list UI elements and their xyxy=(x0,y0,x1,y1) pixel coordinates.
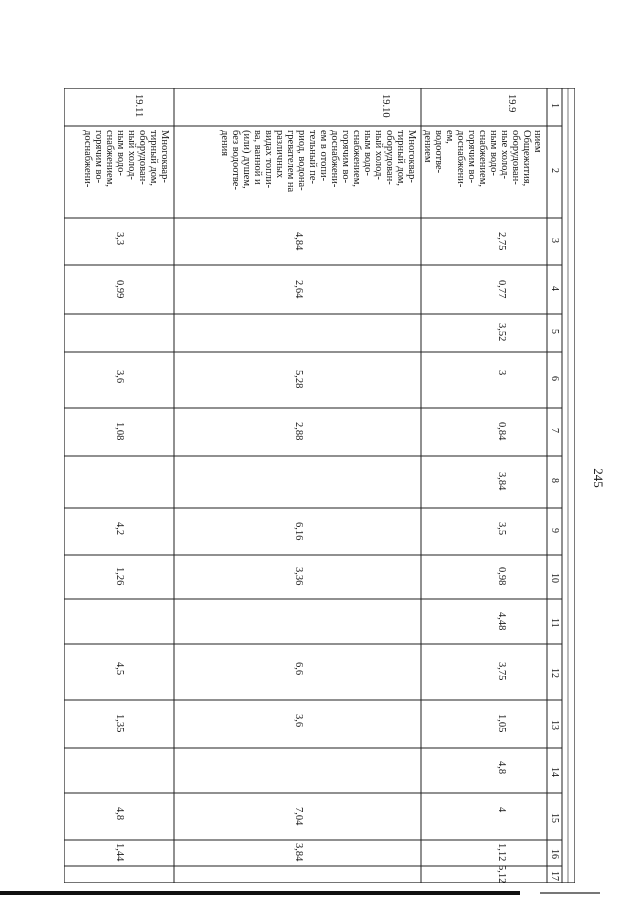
cell-value: 3,36 xyxy=(292,567,304,586)
column-header: 7 xyxy=(549,428,560,433)
cell-value: 1,05 xyxy=(496,714,507,733)
cell-value: 3,5 xyxy=(496,521,507,535)
row-description: Многоквар- тирный дом, оборудован- ный холод- ным водо- снабжением, горячим во- доснабжени- ем в отопи- тельный пе- риод, водона- гревателем на различных видах топли- ва, ванной и (или) душем, без водоотве- дения xyxy=(219,130,417,193)
page-number: 245 xyxy=(590,468,606,488)
cell-value: 4,8 xyxy=(114,806,125,820)
cell-value: 5,28 xyxy=(292,370,304,389)
cell-value: 3,52 xyxy=(496,323,507,342)
cell-value: 3,84 xyxy=(496,472,507,491)
cell-value: 4 xyxy=(496,806,507,812)
column-header: 17 xyxy=(549,870,560,881)
cell-value: 3,6 xyxy=(114,370,125,384)
column-header: 11 xyxy=(549,617,560,628)
column-header: 1 xyxy=(549,103,560,108)
cell-value: 6,6 xyxy=(292,662,304,676)
cell-value: 0,98 xyxy=(496,567,507,586)
row-id: 19.10 xyxy=(380,94,391,118)
row-description: Многоквар- тирный дом, оборудован- ный холод- ным водо- снабжением, горячим во- доснабжени- xyxy=(82,130,170,188)
column-header: 16 xyxy=(549,849,560,859)
column-header: 9 xyxy=(549,527,560,533)
column-header: 4 xyxy=(549,285,560,291)
cell-value: 3 xyxy=(496,370,507,376)
column-header: 6 xyxy=(549,376,560,381)
cell-value: 5,12 xyxy=(496,864,507,883)
cell-value: 3,6 xyxy=(292,714,304,728)
cell-value: 2,64 xyxy=(292,279,304,298)
cell-value: 0,77 xyxy=(496,279,507,298)
cell-value: 4,5 xyxy=(114,662,125,676)
cell-value: 2,88 xyxy=(292,422,304,441)
cell-value: 0,99 xyxy=(114,279,125,298)
column-header: 14 xyxy=(549,766,560,777)
rotated-table xyxy=(64,88,575,883)
cell-value: 3,75 xyxy=(496,662,507,681)
column-header: 10 xyxy=(549,573,560,583)
cell-value: 1,35 xyxy=(114,714,125,733)
cell-value: 1,08 xyxy=(114,422,125,441)
cell-value: 6,16 xyxy=(292,521,304,540)
column-header: 15 xyxy=(549,812,560,823)
column-header: 2 xyxy=(549,168,560,173)
cell-value: 7,04 xyxy=(292,806,304,825)
cell-value: 3,3 xyxy=(114,231,125,245)
row-description: нием Общежития, оборудован- ные холод- ным водо- снабжением, горячим во- доснабжени- ем, водоотве- дением xyxy=(422,130,543,188)
column-header: 13 xyxy=(549,720,560,730)
cell-value: 4,8 xyxy=(496,760,507,774)
cell-value: 3,84 xyxy=(292,843,304,862)
cell-value: 4,2 xyxy=(114,521,125,535)
scan-edge-line xyxy=(0,891,520,895)
cell-value: 2,75 xyxy=(496,231,507,250)
column-header: 12 xyxy=(549,668,560,678)
row-id: 19.11 xyxy=(133,94,144,118)
cell-value: 1,44 xyxy=(114,843,125,862)
column-header: 8 xyxy=(549,478,560,483)
cell-value: 4,48 xyxy=(496,611,507,630)
row-id: 19.9 xyxy=(506,94,517,113)
cell-value: 1,12 xyxy=(496,843,507,862)
cell-value: 0,84 xyxy=(496,422,507,441)
cell-value: 1,26 xyxy=(114,567,125,586)
column-header: 3 xyxy=(549,237,560,243)
cell-value: 4,84 xyxy=(292,231,304,250)
column-header: 5 xyxy=(549,329,560,334)
scan-edge-line-short xyxy=(540,892,600,894)
